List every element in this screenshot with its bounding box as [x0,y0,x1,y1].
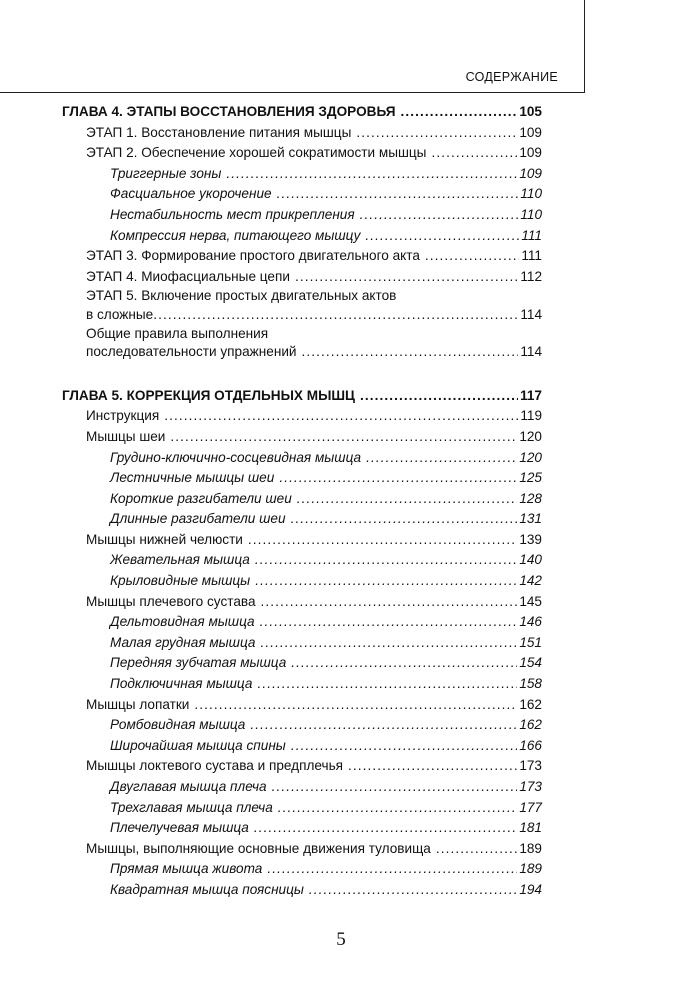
leader-dots [260,633,517,654]
header-rule-vertical [584,0,585,93]
toc-entry-label: Инструкция [86,408,160,424]
leader-dots [260,612,518,633]
toc-entry-page: 111 [521,227,542,243]
toc-entry-label: Короткие разгибатели шеи [110,490,292,506]
toc-subentry[interactable] [62,880,542,901]
toc-entry[interactable] [62,143,542,164]
toc-subentry[interactable] [62,184,542,205]
leader-dots [277,184,519,205]
leader-dots [360,386,518,407]
toc-entry-page: 128 [519,490,542,506]
toc-entry-label-line-1: Общие правила выполнения [86,325,269,341]
toc-subentry[interactable] [62,798,542,819]
leader-dots [365,226,519,247]
toc-entry-page: 120 [519,428,542,444]
leader-dots [278,798,518,819]
toc-entry[interactable] [62,530,542,551]
toc-entry-page: 145 [519,593,542,609]
toc-entry-label: ЭТАП 2. Обеспечение хорошей сократимости мышцы [86,145,427,161]
leader-dots [348,756,517,777]
leader-dots [425,246,519,267]
toc-entry-page: 109 [519,165,542,181]
toc-entry-label: Подключичная мышца [110,676,253,692]
table-of-contents [62,102,542,901]
leader-dots [279,468,517,489]
toc-entry-label: ЭТАП 1. Восстановление питания мышцы [86,124,352,140]
toc-entry-label: Жевательная мышца [110,552,250,568]
toc-entry-label: ГЛАВА 5. КОРРЕКЦИЯ ОТДЕЛЬНЫХ МЫШЦ [62,387,355,403]
leader-dots [297,489,518,510]
leader-dots [261,592,518,613]
toc-entry-page: 189 [519,861,542,877]
toc-chapter-5[interactable] [62,386,542,407]
toc-entry-label-line-2: последовательности упражнений [86,344,297,360]
toc-entry-page: 166 [519,737,542,753]
toc-subentry[interactable] [62,612,542,633]
toc-entry-label: Малая грудная мышца [110,634,256,650]
toc-entry-page: 139 [519,531,542,547]
toc-subentry[interactable] [62,674,542,695]
leader-dots [267,859,517,880]
toc-entry-label: Трехглавая мышца плеча [110,799,273,815]
toc-entry-page: 142 [519,573,542,589]
leader-dots [291,653,517,674]
toc-entry[interactable] [62,406,542,427]
chapter-spacer [62,362,542,386]
toc-entry-page: 173 [519,779,542,794]
toc-entry-page: 109 [519,124,542,140]
toc-entry-label: ЭТАП 4. Миофасциальные цепи [86,268,290,284]
leader-dots [153,306,518,325]
toc-entry-label: Крыловидные мышцы [110,573,251,589]
leader-dots [291,509,518,530]
toc-subentry[interactable] [62,818,542,839]
leader-dots [226,164,517,185]
toc-entry[interactable] [62,123,542,144]
toc-entry-label: Нестабильность мест прикрепления [110,206,355,222]
toc-entry-page: 114 [520,306,542,322]
toc-entry-page: 162 [519,717,542,733]
toc-entry-label: Мышцы локтевого сустава и предплечья [86,758,344,774]
toc-chapter-4[interactable] [62,102,542,123]
toc-entry-page: 112 [520,268,542,284]
toc-entry-page: 105 [519,104,542,119]
toc-entry-label: Двуглавая мышца плеча [110,779,267,794]
leader-dots [255,550,518,571]
toc-entry-label: Прямая мышца живота [110,861,263,877]
toc-entry[interactable] [62,756,542,777]
leader-dots [254,818,517,839]
toc-entry-label: Мышцы нижней челюсти [86,531,243,547]
toc-entry-page: 131 [519,511,542,527]
toc-entry-label: Широчайшая мышца спины [110,737,286,753]
toc-entry[interactable] [62,839,542,860]
toc-subentry[interactable] [62,571,542,592]
toc-entry[interactable] [62,267,542,288]
leader-dots [291,736,518,757]
toc-entry-page: 119 [520,408,542,424]
leader-dots [436,839,517,860]
toc-entry-page: 177 [519,799,542,815]
page-number: 5 [336,929,346,950]
toc-entry-label: Лестничные мышцы шеи [110,470,275,486]
toc-entry-label: Мышцы шеи [86,428,166,444]
leader-dots [250,715,517,736]
toc-subentry[interactable] [62,205,542,226]
toc-entry-page: 173 [519,758,542,774]
toc-subentry[interactable] [62,509,542,530]
toc-entry-page: 114 [520,344,542,360]
toc-subentry[interactable] [62,489,542,510]
toc-entry-page: 120 [519,449,542,465]
leader-dots [257,674,517,695]
toc-entry-label: ЭТАП 3. Формирование простого двигательного акта [86,248,420,264]
toc-entry-general-rules[interactable] [62,325,542,362]
toc-entry-label: Компрессия нерва, питающего мышцу [110,227,361,243]
leader-dots [431,143,517,164]
toc-entry-page: 189 [519,840,542,856]
toc-subentry[interactable] [62,468,542,489]
toc-entry-label: Квадратная мышца поясницы [110,881,304,897]
toc-entry[interactable] [62,695,542,716]
toc-entry-page: 140 [519,552,542,568]
leader-dots [309,880,517,901]
toc-subentry[interactable] [62,550,542,571]
toc-entry-page: 194 [519,881,542,897]
toc-entry-page: 154 [519,655,542,671]
toc-entry-label: ГЛАВА 4. ЭТАПЫ ВОССТАНОВЛЕНИЯ ЗДОРОВЬЯ [62,104,396,119]
toc-entry-label-line-2: в сложные [86,306,154,322]
toc-entry-label: Дельтовидная мышца [110,614,255,630]
toc-subentry[interactable] [62,736,542,757]
toc-subentry[interactable] [62,633,542,654]
toc-subentry[interactable] [62,653,542,674]
header-rule-horizontal [0,92,584,93]
toc-entry-label: Фасциальное укорочение [110,186,272,202]
toc-subentry[interactable] [62,715,542,736]
leader-dots [194,695,517,716]
leader-dots [248,530,517,551]
leader-dots [302,343,519,362]
toc-entry[interactable] [62,427,542,448]
leader-dots [366,448,517,469]
toc-entry-page: 151 [519,634,542,650]
toc-entry-page: 162 [519,696,542,712]
leader-dots [400,102,517,123]
toc-entry-label: Триггерные зоны [110,165,222,181]
toc-entry-page: 111 [521,248,542,264]
toc-entry-label: Передняя зубчатая мышца [110,655,287,671]
toc-entry[interactable] [62,592,542,613]
toc-entry[interactable] [62,246,542,267]
leader-dots [255,571,517,592]
leader-dots [164,406,518,427]
toc-entry-label: Ромбовидная мышца [110,717,246,733]
toc-subentry[interactable] [62,226,542,247]
toc-entry-page: 110 [520,186,542,202]
toc-entry-label: Мышцы лопатки [86,696,190,712]
leader-dots [170,427,517,448]
toc-entry-page: 125 [519,470,542,486]
toc-entry-page: 110 [520,206,542,222]
toc-subentry[interactable] [62,777,542,798]
toc-entry-stage-5[interactable] [62,287,542,324]
toc-entry-page: 109 [519,145,542,161]
toc-entry-label: Длинные разгибатели шеи [110,511,286,527]
leader-dots [272,777,518,798]
toc-entry-page: 117 [520,387,542,403]
toc-entry-page: 181 [519,820,542,836]
toc-subentry[interactable] [62,448,542,469]
toc-subentry[interactable] [62,859,542,880]
toc-entry-label-line-1: ЭТАП 5. Включение простых двигательных актов [86,288,397,304]
leader-dots [295,267,518,288]
toc-entry-page: 158 [519,676,542,692]
running-title: СОДЕРЖАНИЕ [465,70,558,84]
toc-subentry[interactable] [62,164,542,185]
leader-dots [360,205,519,226]
toc-entry-label: Плечелучевая мышца [110,820,249,836]
toc-entry-label: Мышцы, выполняющие основные движения туловища [86,840,431,856]
toc-entry-label: Грудино-ключично-сосцевидная мышца [110,449,362,465]
toc-entry-label: Мышцы плечевого сустава [86,593,256,609]
leader-dots [356,123,517,144]
toc-entry-page: 146 [519,614,542,630]
